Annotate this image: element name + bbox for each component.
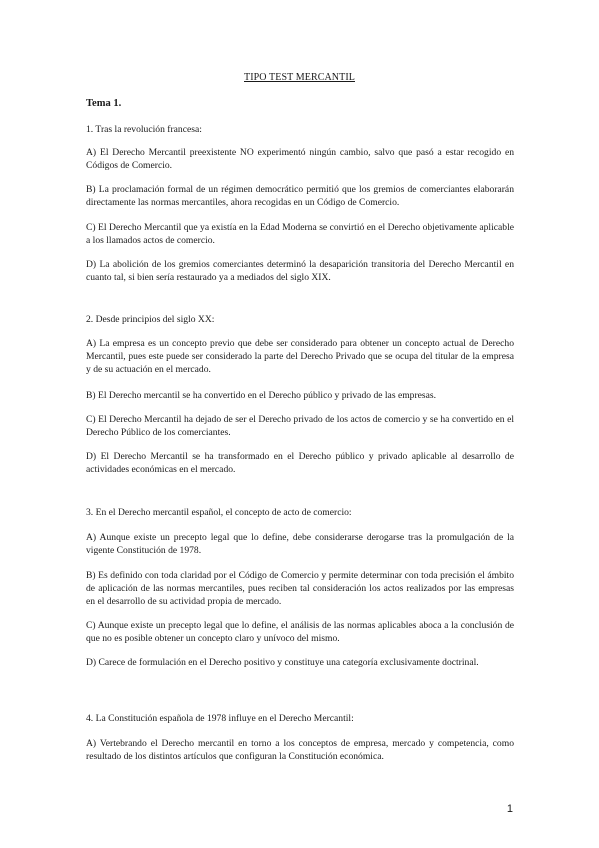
q4-option-a: A) Vertebrando el Derecho mercantil en torno a los conceptos de empresa, mercado y competencia, como resultado de los distintos artículos que configuran la Constitución económica. bbox=[86, 738, 514, 762]
q3-option-b: B) Es definido con toda claridad por el Código de Comercio y permite determinar con toda precisión el ámbito de aplicación de las normas mercantiles, pues reciben tal consideración los actos realizados por las empresas en el desarrollo de su actividad propia de mercado. bbox=[86, 570, 514, 607]
q2-option-d: D) El Derecho Mercantil se ha transformado en el Derecho público y privado aplicable al desarrollo de actividades económicas en el mercado. bbox=[86, 451, 514, 475]
q3-option-c: C) Aunque existe un precepto legal que lo define, el análisis de las normas aplicables aboca a la conclusión de que no es posible obtener un concepto claro y unívoco del mismo. bbox=[86, 620, 514, 644]
question-2: 2. Desde principios del siglo XX: bbox=[86, 314, 215, 325]
q1-option-d: D) La abolición de los gremios comerciantes determinó la desaparición transitoria del Derecho Mercantil en cuanto tal, si bien sería restaurado ya a mediados del siglo XIX. bbox=[86, 259, 514, 283]
question-3: 3. En el Derecho mercantil español, el concepto de acto de comercio: bbox=[86, 507, 352, 518]
q2-option-c: C) El Derecho Mercantil ha dejado de ser el Derecho privado de los actos de comercio y se ha convertido en el Derecho Público de los comerciantes. bbox=[86, 414, 514, 438]
document-title: TIPO TEST MERCANTIL bbox=[244, 72, 355, 83]
q2-option-a: A) La empresa es un concepto previo que debe ser considerado para obtener un concepto actual de Derecho Mercantil, pues este puede ser considerado la parte del Derecho Privado que se ocupa del titular de la empresa y de su actuación en el mercado. bbox=[86, 338, 514, 375]
question-1: 1. Tras la revolución francesa: bbox=[86, 124, 202, 135]
section-heading: Tema 1. bbox=[86, 98, 122, 109]
page-number: 1 bbox=[506, 803, 513, 815]
q1-option-c: C) El Derecho Mercantil que ya existía en la Edad Moderna se convirtió en el Derecho objetivamente aplicable a los llamados actos de comercio. bbox=[86, 222, 514, 246]
q2-option-b: B) El Derecho mercantil se ha convertido en el Derecho público y privado de las empresas. bbox=[86, 390, 437, 401]
q1-option-a: A) El Derecho Mercantil preexistente NO experimentó ningún cambio, salvo que pasó a estar recogido en Códigos de Comercio. bbox=[86, 147, 514, 171]
question-4: 4. La Constitución española de 1978 influye en el Derecho Mercantil: bbox=[86, 713, 354, 724]
q3-option-a: A) Aunque existe un precepto legal que lo define, debe considerarse derogarse tras la promulgación de la vigente Constitución de 1978. bbox=[86, 532, 514, 556]
q3-option-d: D) Carece de formulación en el Derecho positivo y constituye una categoría exclusivamente doctrinal. bbox=[86, 657, 479, 668]
q1-option-b: B) La proclamación formal de un régimen democrático permitió que los gremios de comerciantes elaborarán directamente las normas mercantiles, ahora recogidas en un Código de Comercio. bbox=[86, 184, 514, 208]
